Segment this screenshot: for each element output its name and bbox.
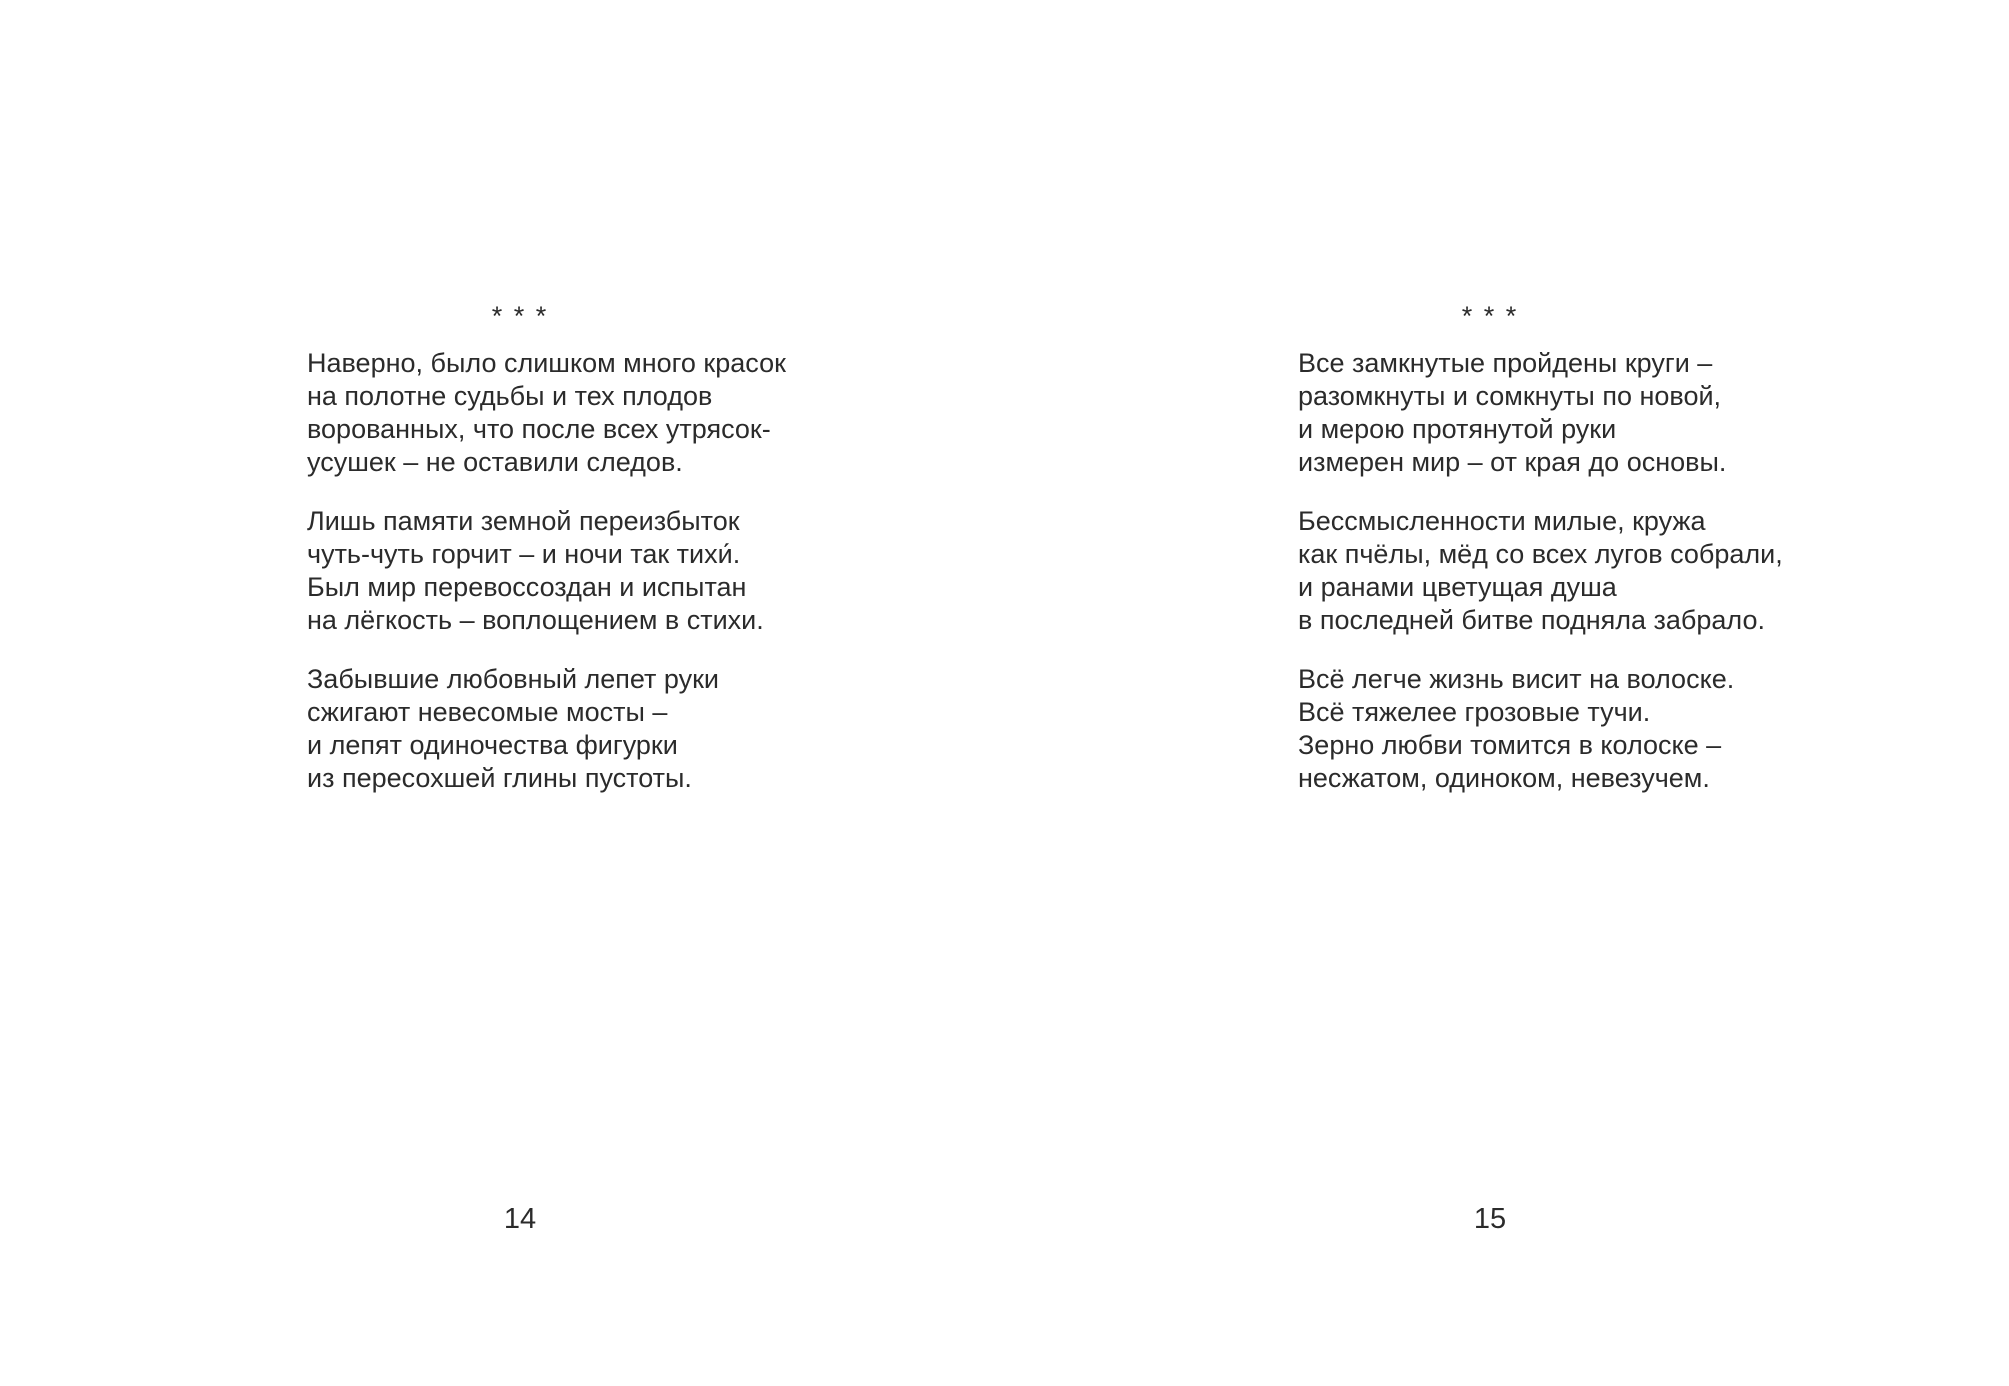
poem-line: чуть-чуть горчит – и ночи так тихи́. — [307, 539, 741, 569]
poem-line: Забывшие любовный лепет руки — [307, 664, 720, 694]
poem-line: из пересохшей глины пустоты. — [307, 763, 692, 793]
poem-line: как пчёлы, мёд со всех лугов собрали, — [1298, 539, 1783, 569]
poem-line: Всё легче жизнь висит на волоске. — [1298, 664, 1735, 694]
page-right — [1005, 0, 2009, 1386]
poem-line: Наверно, было слишком много красок — [307, 348, 786, 378]
page-number-left: 14 — [503, 1203, 537, 1235]
poem-line: Был мир перевоссоздан и испытан — [307, 572, 747, 602]
stanza — [307, 347, 786, 479]
poem-line: Зерно любви томится в колоске – — [1298, 730, 1722, 760]
poem-line: на лёгкость – воплощением в стихи. — [307, 605, 764, 635]
poem-line: и лепят одиночества фигурки — [307, 730, 678, 760]
poem-column-right — [1298, 300, 1783, 821]
poem-column-left — [307, 300, 786, 821]
poem-line: Бессмысленности милые, кружа — [1298, 506, 1706, 536]
section-marker-right: * * * — [1461, 301, 1519, 331]
poem-line: в последней битве подняла забрало. — [1298, 605, 1765, 635]
poem-line: усушек – не оставили следов. — [307, 447, 683, 477]
poem-line: и ранами цветущая душа — [1298, 572, 1617, 602]
stanza — [307, 505, 764, 637]
poem-line: Все замкнутые пройдены круги – — [1298, 348, 1713, 378]
poem-line: разомкнуты и сомкнуты по новой, — [1298, 381, 1722, 411]
poem-line: измерен мир – от края до основы. — [1298, 447, 1727, 477]
page-left — [0, 0, 1004, 1386]
stanza — [1298, 663, 1735, 795]
poem-line: и мерою протянутой руки — [1298, 414, 1617, 444]
stanza — [307, 663, 733, 795]
poem-line: на полотне судьбы и тех плодов — [307, 381, 713, 411]
poem-line: Всё тяжелее грозовые тучи. — [1298, 697, 1651, 727]
poem-line: ворованных, что после всех утрясок- — [307, 414, 771, 444]
stanza — [1298, 347, 1727, 479]
page-number-right: 15 — [1473, 1203, 1507, 1235]
section-marker-left: * * * — [491, 301, 549, 331]
poem-line: несжатом, одиноком, невезучем. — [1298, 763, 1710, 793]
poem-line: сжигают невесомые мосты – — [307, 697, 668, 727]
poem-line: Лишь памяти земной переизбыток — [307, 506, 740, 536]
stanza — [1298, 505, 1783, 637]
